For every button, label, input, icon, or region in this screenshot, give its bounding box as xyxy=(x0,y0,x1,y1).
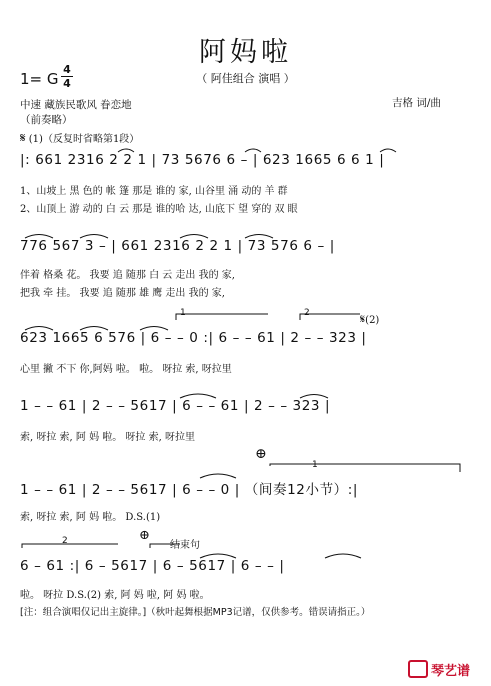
volta-1-label: 1 xyxy=(180,308,186,318)
notation-row-4: 1 – – 61 | 2 – – 5617 | 6 – – 61 | 2 – – 323 | xyxy=(20,398,331,414)
lyrics-row-6: 啦。 呀拉 D.S.(2) 索, 阿 妈 啦, 阿 妈 啦。 xyxy=(20,590,210,601)
coda-icon: ⊕ xyxy=(139,528,150,543)
meter-top: 4 xyxy=(63,63,71,76)
key-signature: 1= G xyxy=(20,70,59,88)
meter-bottom: 4 xyxy=(63,77,71,90)
composer-credit: 吉格 词/曲 xyxy=(392,97,441,109)
volta-2b-label: 2 xyxy=(62,536,68,546)
ending-label: 结束句 xyxy=(170,540,200,551)
logo-icon xyxy=(408,660,428,678)
lyrics-row-5: 索, 呀拉 索, 阿 妈 啦。 D.S.(1) xyxy=(20,512,161,523)
notation-row-3: 623 1665 6 576 | 6 – – 0 :| 6 – – 61 | 2 – – 323 | xyxy=(20,330,367,346)
site-logo[interactable] xyxy=(408,660,470,679)
lyrics-row-2-verse-1: 伴着 格桑 花。 我要 追 随那 白 云 走出 我的 家, xyxy=(20,270,235,281)
page-title: 阿妈啦 xyxy=(199,37,292,68)
notation-row-1: |: 661 2316 2 2 1 | 73 5676 6 – | 623 1665 6 6 1 | xyxy=(20,152,385,168)
logo-text: 琴艺谱 xyxy=(431,664,471,679)
segno-2-label: (2) xyxy=(365,315,380,326)
notation-row-2: 776 567 3 – | 661 2316 2 2 1 | 73 576 6 – | xyxy=(20,238,335,254)
lyrics-row-4: 索, 呀拉 索, 阿 妈 啦。 呀拉 索, 呀拉里 xyxy=(20,432,195,443)
lyrics-row-3: 心里 撇 不下 你,阿妈 啦。 啦。 呀拉 索, 呀拉里 xyxy=(20,364,232,375)
segno-icon: 𝄋 xyxy=(20,131,26,146)
tempo-marking: 中速 藏族民歌风 眷恋地 xyxy=(20,99,132,111)
segno-icon: 𝄋 xyxy=(360,312,366,326)
notation-row-6: 6 – 61 :| 6 – 5617 | 6 – 5617 | 6 – – | xyxy=(20,558,285,574)
lyrics-row-1-verse-2: 2、山顶上 游 动的 白 云 那是 谁的哈 达, 山底下 望 穿的 双 眼 xyxy=(20,204,298,215)
segno-2-marker xyxy=(360,312,379,327)
repeat-instruction-text: (1)（反复时省略第1段） xyxy=(28,134,140,145)
notation-row-5: 1 – – 61 | 2 – – 5617 | 6 – – 0 | （间奏12小节）:| xyxy=(20,482,359,498)
lyrics-row-1-verse-1: 1、山坡上 黑 色的 帐 篷 那是 谁的 家, 山谷里 涌 动的 羊 群 xyxy=(20,186,288,197)
coda-icon: ⊕ xyxy=(255,446,267,462)
prelude-note: （前奏略） xyxy=(20,114,73,126)
time-signature xyxy=(61,64,73,89)
volta-2-label: 2 xyxy=(304,308,310,318)
footnote: [注：组合演唱仅记出主旋律。]（秋叶起舞根据MP3记谱，仅供参考。错误请指正。） xyxy=(20,607,371,618)
repeat-instruction xyxy=(20,130,139,146)
volta-1b-label: 1 xyxy=(312,460,318,470)
performer-subtitle: （ 阿佳组合 演唱 ） xyxy=(196,72,295,85)
lyrics-row-2-verse-2: 把我 牵 挂。 我要 追 随那 雄 鹰 走出 我的 家, xyxy=(20,288,225,299)
